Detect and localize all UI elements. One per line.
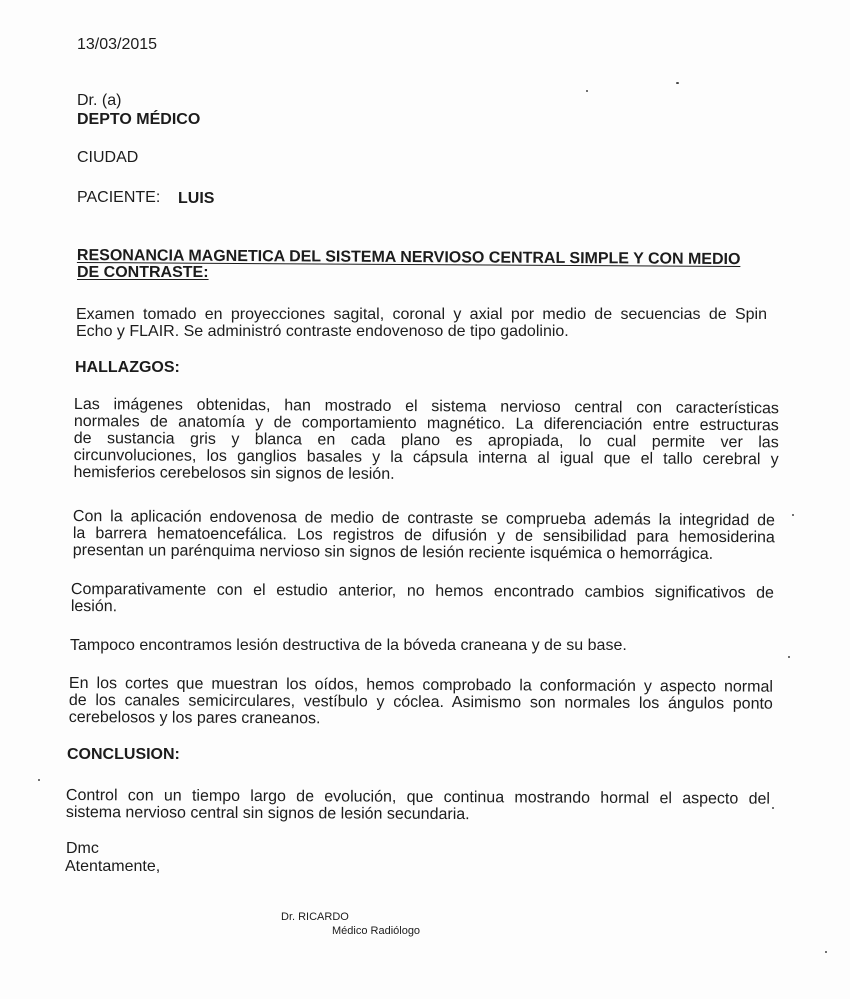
findings-heading: HALLAZGOS: — [75, 359, 180, 376]
intro-paragraph — [76, 306, 767, 340]
conclusion-paragraph — [66, 787, 770, 825]
scan-speck — [825, 951, 827, 953]
paragraph-line: En los cortes que muestran los oídos, hemos comprobado la conformación y aspecto normal — [68, 675, 773, 696]
paragraph-line: Las imágenes obtenidas, han mostrado el sistema nervioso central con características — [73, 396, 779, 418]
initials: Dmc — [66, 840, 99, 857]
findings-paragraph-1 — [73, 396, 779, 485]
recipient-prefix: Dr. (a) — [77, 92, 122, 109]
scan-speck — [676, 82, 679, 84]
paragraph-line: circunvoluciones, los ganglios basales y la cápsula interna al igual que el tallo cerebral y — [73, 446, 779, 469]
paragraph-line: cerebelosos y los pares craneanos. — [68, 708, 321, 728]
paragraph-line: la barrera hematoencefálica. Los registros de difusión y de sensibilidad para hemosiderina — [72, 524, 775, 547]
paragraph-line: Control con un tiempo largo de evolución, que continua mostrando hormal el aspecto del — [65, 787, 770, 808]
paragraph-line: presentan un parénquima nervioso sin signos de lesión reciente isquémica o hemorrágica. — [72, 541, 714, 563]
intro-line: Echo y FLAIR. Se administró contraste endovenoso de tipo gadolinio. — [76, 323, 569, 340]
report-title-line-2: DE CONTRASTE: — [77, 264, 209, 281]
scan-speck — [772, 807, 774, 809]
findings-paragraph-4 — [70, 637, 770, 654]
recipient-org: DEPTO MÉDICO — [77, 111, 201, 128]
scan-speck — [38, 779, 40, 781]
paragraph-line: Tampoco encontramos lesión destructiva de la bóveda craneana y de su base. — [70, 637, 627, 654]
scan-speck — [586, 90, 588, 92]
paragraph-line: sistema nervioso central sin signos de lesión secundaria. — [65, 803, 470, 824]
findings-paragraph-3 — [71, 581, 774, 619]
paragraph-line: de sustancia gris y blanca en cada plano es apropiada, lo cual permite ver las — [73, 429, 779, 452]
patient-name: LUIS — [178, 190, 215, 207]
paragraph-line: hemisferios cerebelosos sin signos de lesión. — [73, 463, 395, 483]
paragraph-line: normales de anatomía y de comportamiento magnético. La diferenciación entre estructuras — [73, 412, 779, 435]
paragraph-line: Con la aplicación endovenosa de medio de contraste se comprueba además la integridad de — [72, 508, 775, 530]
findings-paragraph-5 — [69, 675, 773, 730]
conclusion-heading: CONCLUSION: — [67, 746, 180, 763]
city: CIUDAD — [77, 149, 139, 166]
signature-title: Médico Radiólogo — [332, 925, 421, 937]
report-title-line-1: RESONANCIA MAGNETICA DEL SISTEMA NERVIOSO CENTRAL SIMPLE Y CON MEDIO — [76, 247, 741, 269]
scan-speck — [792, 514, 794, 516]
patient-label: PACIENTE: — [77, 189, 161, 206]
paragraph-line: lesión. — [70, 597, 118, 616]
scan-speck — [788, 656, 790, 658]
paragraph-line: de los canales semicirculares, vestíbulo y cóclea. Asimismo son normales los ángulos ponto — [68, 691, 773, 713]
paragraph-line: Comparativamente con el estudio anterior, no hemos encontrado cambios significativos de — [70, 581, 774, 602]
findings-paragraph-2 — [73, 508, 775, 563]
signature-name: Dr. RICARDO — [281, 911, 349, 923]
closing: Atentamente, — [65, 858, 161, 875]
intro-line: Examen tomado en proyecciones sagital, coronal y axial por medio de secuencias de Spin — [76, 306, 767, 323]
document-date: 13/03/2015 — [77, 36, 158, 53]
